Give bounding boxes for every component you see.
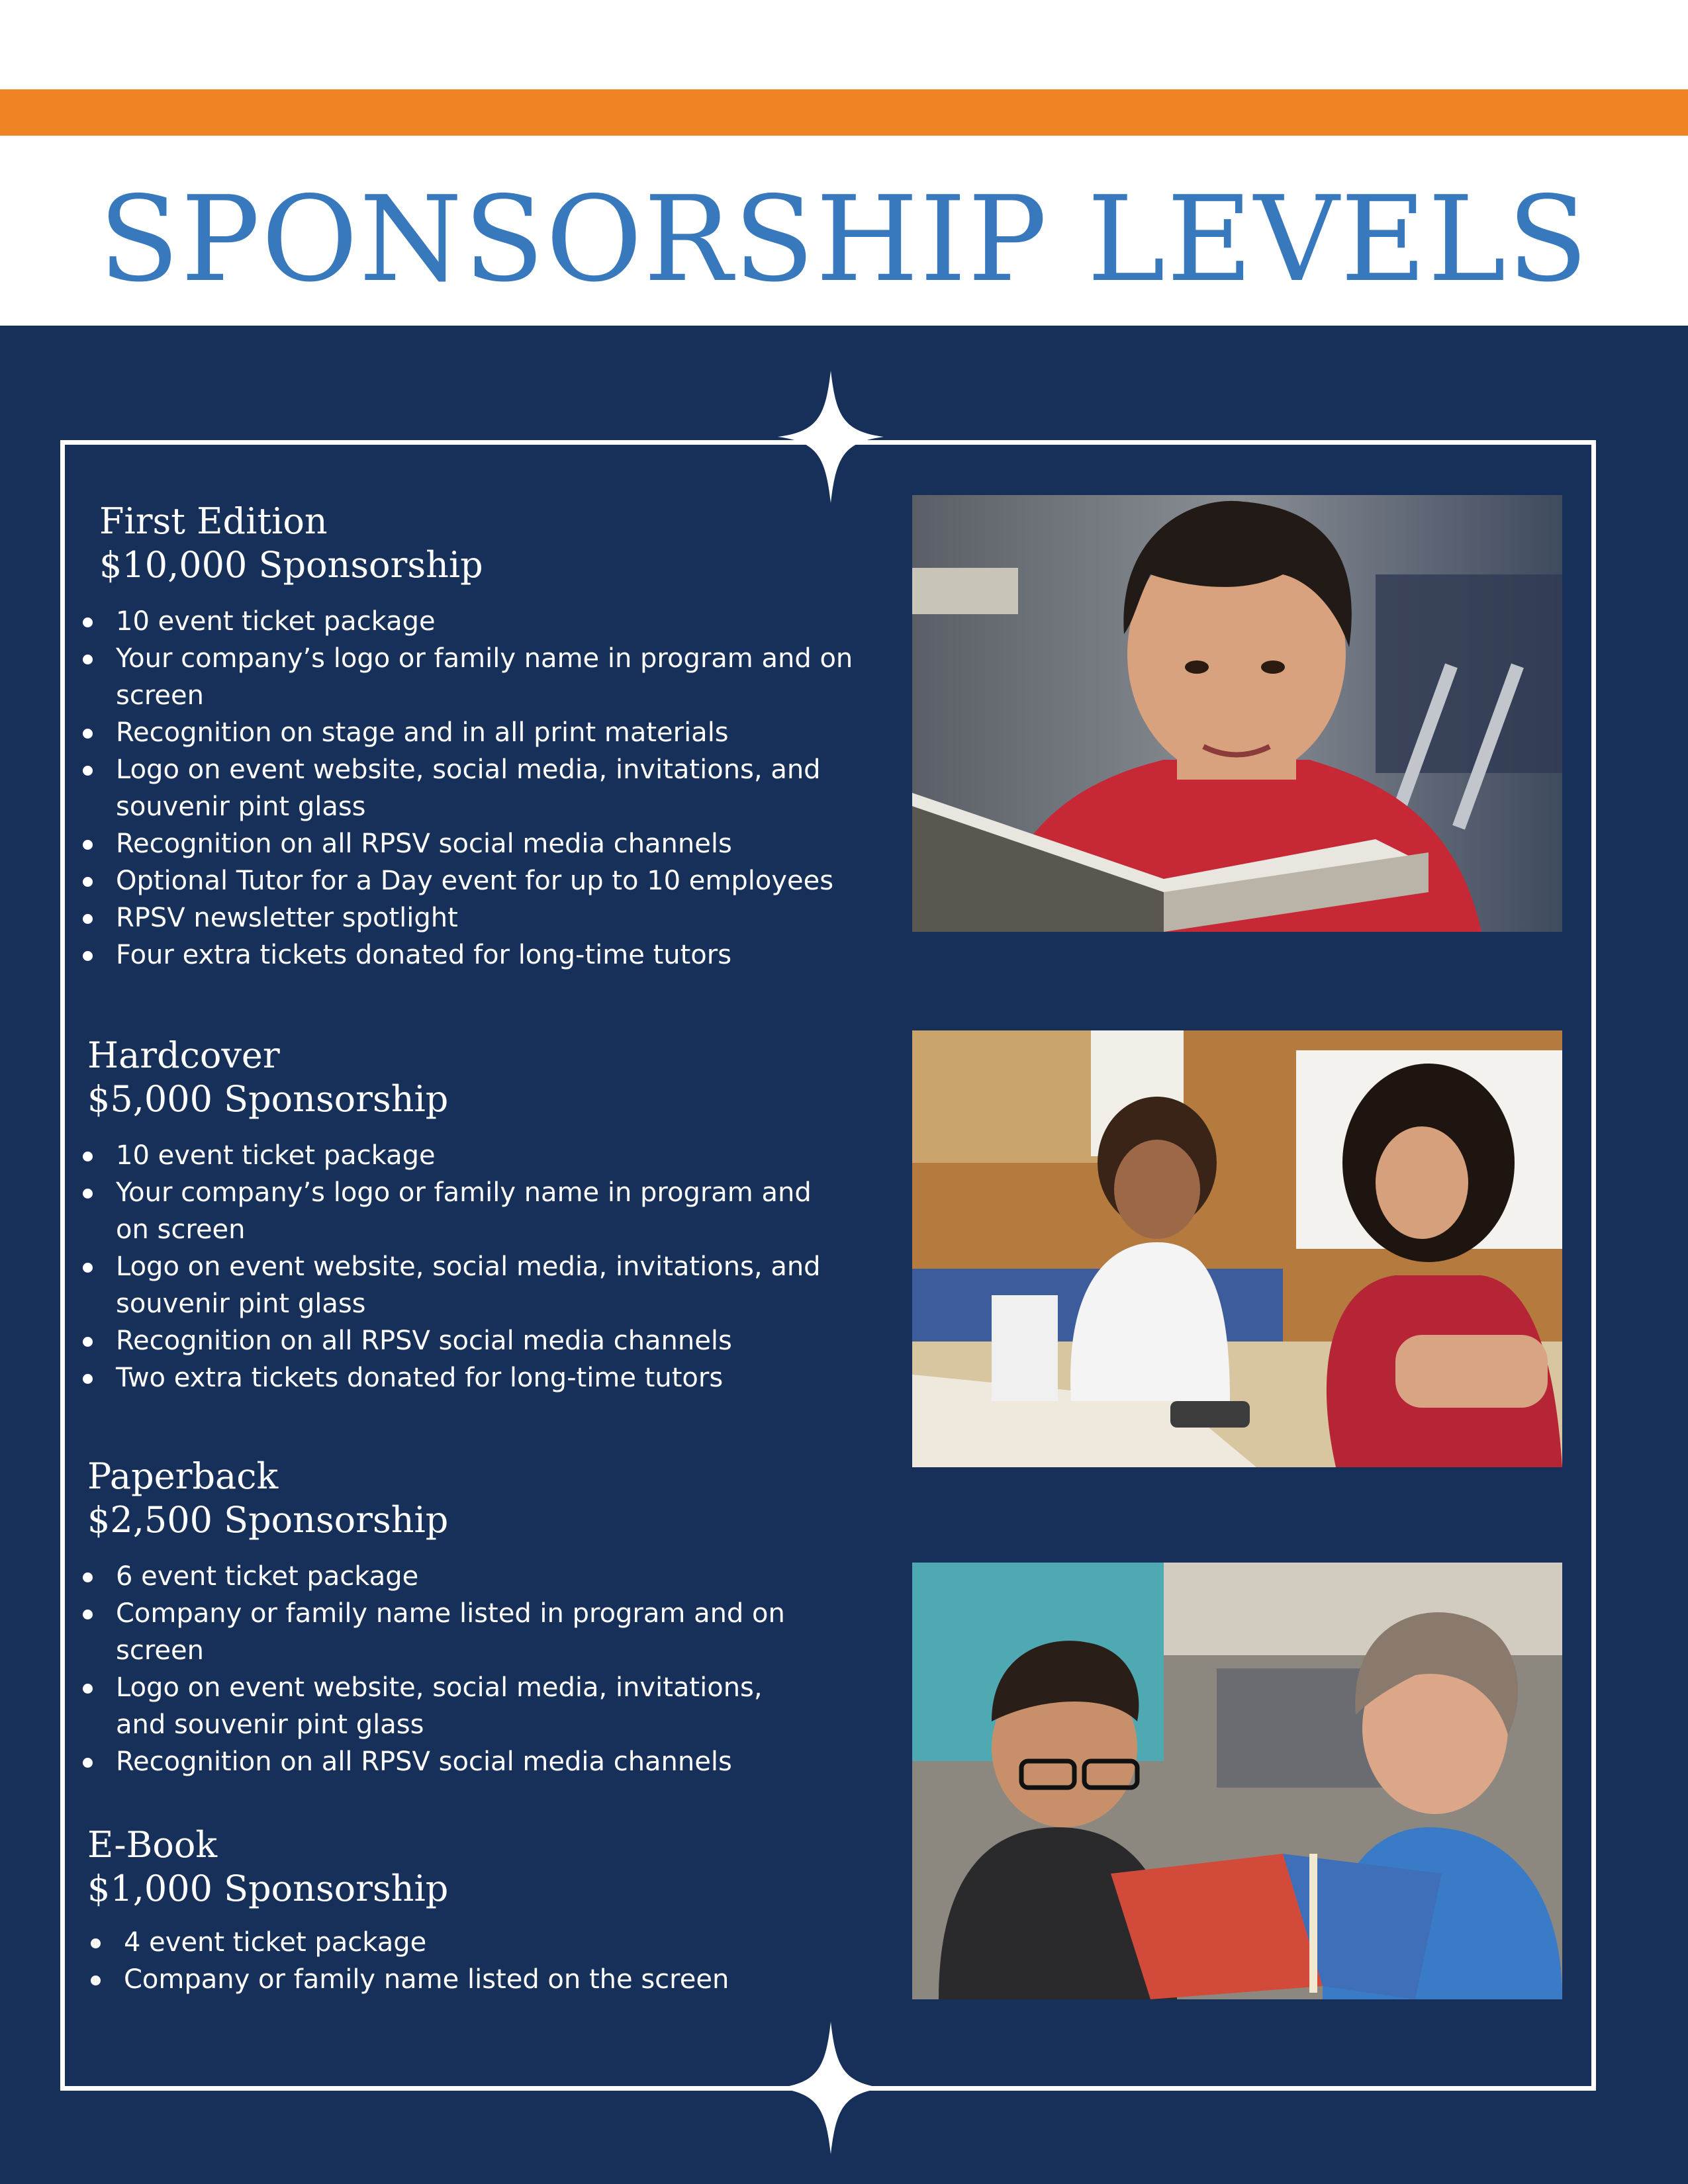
- level-e-book: [79, 1823, 887, 1998]
- level-name: First Edition: [99, 500, 328, 542]
- benefit-item-continued: and souvenir pint glass: [116, 1709, 424, 1740]
- benefit-item: Recognition on all RPSV social media channels: [79, 1322, 887, 1359]
- level-price: $5,000 Sponsorship: [87, 1078, 449, 1120]
- benefit-item: Recognition on all RPSV social media channels: [79, 825, 887, 862]
- photo-boy-with-senior-tutor: [912, 1563, 1562, 1999]
- benefit-item: 10 event ticket package: [79, 1137, 887, 1174]
- level-price: $2,500 Sponsorship: [87, 1499, 449, 1541]
- benefit-item-continued: screen: [116, 680, 204, 711]
- benefit-item-continued: souvenir pint glass: [116, 792, 366, 822]
- star-ornament-top-icon: [778, 371, 884, 503]
- benefit-item: Your company’s logo or family name in program and on: [79, 640, 887, 677]
- benefit-item: Company or family name listed in program and on: [79, 1595, 887, 1632]
- page-title: SPONSORSHIP LEVELS: [99, 171, 1589, 308]
- benefit-item-continued: souvenir pint glass: [116, 1289, 366, 1319]
- photo-girl-with-tutor: [912, 1030, 1562, 1467]
- level-paperback: [79, 1455, 887, 1780]
- star-ornament-bottom-icon: [778, 2022, 884, 2154]
- level-price: $1,000 Sponsorship: [87, 1868, 449, 1909]
- benefit-item: Logo on event website, social media, invitations,: [79, 1669, 887, 1706]
- benefit-item: Company or family name listed on the screen: [87, 1961, 887, 1998]
- level-first-edition: [79, 500, 887, 974]
- benefit-item: 4 event ticket package: [87, 1924, 887, 1961]
- benefit-item: Recognition on stage and in all print materials: [79, 714, 887, 751]
- benefit-item: Recognition on all RPSV social media channels: [79, 1743, 887, 1780]
- level-price: $10,000 Sponsorship: [99, 544, 483, 586]
- benefit-item: RPSV newsletter spotlight: [79, 899, 887, 936]
- benefit-item: Logo on event website, social media, invitations, and: [79, 1248, 887, 1285]
- benefit-item: Two extra tickets donated for long-time tutors: [79, 1359, 887, 1396]
- benefit-item: Optional Tutor for a Day event for up to 10 employees: [79, 862, 887, 899]
- benefit-list: [79, 603, 887, 974]
- benefit-list: [79, 1137, 887, 1396]
- benefit-item: Your company’s logo or family name in program and: [79, 1174, 887, 1211]
- benefit-item-continued: on screen: [116, 1214, 246, 1245]
- level-name: E-Book: [87, 1824, 218, 1866]
- benefit-item: Logo on event website, social media, invitations, and: [79, 751, 887, 788]
- benefit-list: [79, 1558, 887, 1780]
- level-name: Hardcover: [87, 1034, 280, 1076]
- benefit-item: 6 event ticket package: [79, 1558, 887, 1595]
- orange-accent-bar: [0, 89, 1688, 136]
- photo-boy-reading: [912, 495, 1562, 932]
- benefit-item: 10 event ticket package: [79, 603, 887, 640]
- level-hardcover: [79, 1034, 887, 1396]
- benefit-list: [79, 1924, 887, 1998]
- benefit-item-continued: screen: [116, 1635, 204, 1666]
- level-name: Paperback: [87, 1455, 279, 1497]
- benefit-item: Four extra tickets donated for long-time tutors: [79, 936, 887, 974]
